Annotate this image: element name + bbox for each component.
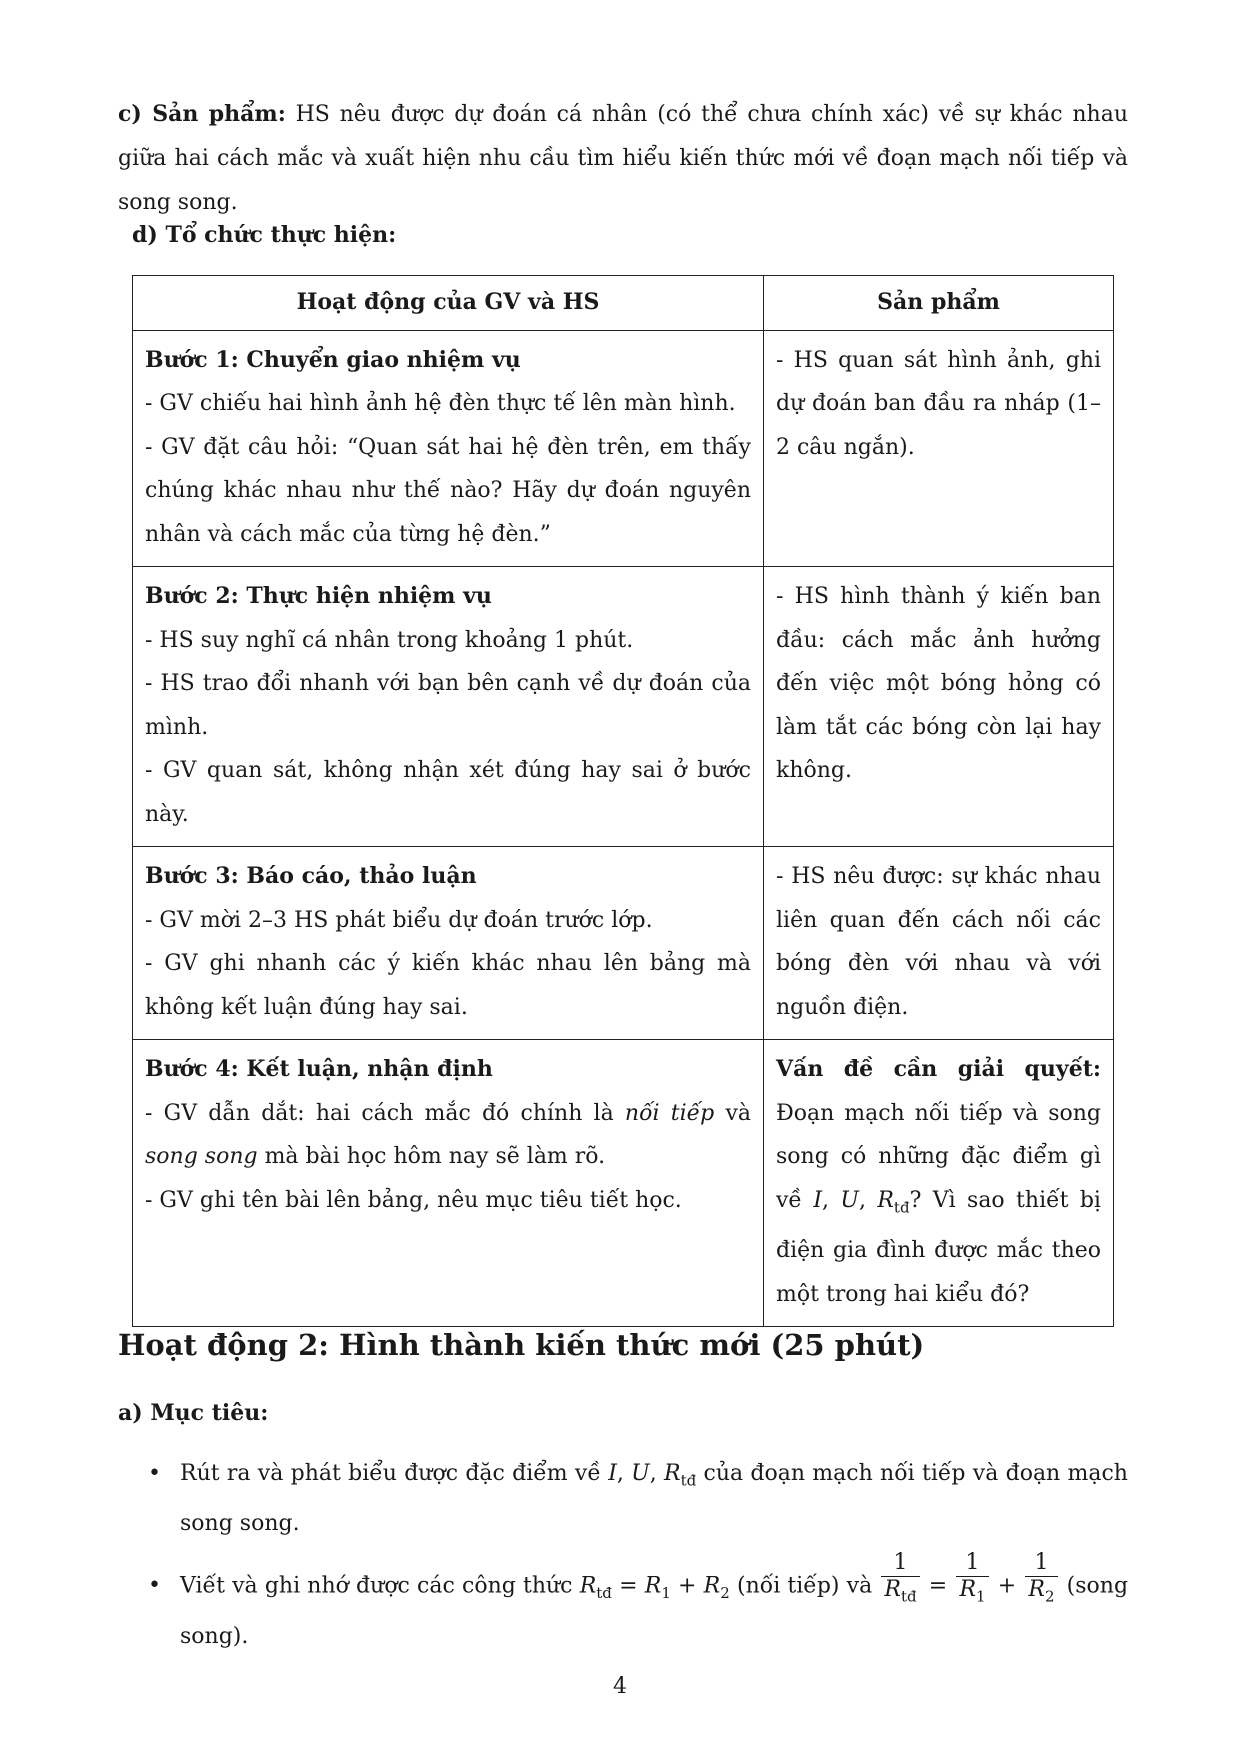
fraction-numerator: 1 — [956, 1550, 988, 1577]
activity-cell — [133, 847, 764, 1040]
fraction-numerator: 1 — [1025, 1550, 1057, 1577]
text-run: (nối tiếp) và — [729, 1574, 880, 1600]
list-item — [118, 1452, 1128, 1546]
table-row — [133, 847, 1114, 1040]
symbol-R2: R — [1028, 1577, 1045, 1603]
fraction-denominator — [881, 1577, 919, 1609]
product-paragraph — [118, 92, 1128, 225]
symbol-R: R — [664, 1461, 681, 1486]
activity-line: - GV đặt câu hỏi: “Quan sát hai hệ đèn trên, em thấy chúng khác nhau như thế nào? Hãy dự đoán nguyên nhân và cách mắc của từng hệ đèn.” — [145, 434, 751, 547]
plus-sign: + — [990, 1574, 1024, 1600]
objective-heading: a) Mục tiêu: — [118, 1400, 269, 1426]
product-cell: - HS nêu được: sự khác nhau liên quan đến cách nối các bóng đèn với nhau và với nguồn điện. — [764, 847, 1114, 1040]
symbol-R2-subscript: 2 — [1044, 1587, 1055, 1606]
table-row — [133, 567, 1114, 847]
symbol-I: I — [813, 1187, 823, 1213]
fraction-numerator: 1 — [881, 1550, 919, 1577]
product-cell — [764, 1040, 1114, 1327]
text-run: , — [822, 1187, 841, 1213]
table-row — [133, 330, 1114, 567]
fraction-r2 — [1025, 1550, 1057, 1609]
equals-sign: = — [921, 1574, 955, 1600]
activity-cell — [133, 567, 764, 847]
symbol-R2-subscript: 2 — [720, 1584, 730, 1603]
activity-line: - HS suy nghĩ cá nhân trong khoảng 1 phút. — [145, 627, 634, 653]
product-label: c) Sản phẩm: — [118, 101, 286, 127]
text-run: - GV dẫn dắt: hai cách mắc đó chính là — [145, 1100, 625, 1126]
activity-cell — [133, 1040, 764, 1327]
symbol-U: U — [631, 1461, 650, 1486]
fraction-denominator — [956, 1577, 988, 1609]
text-run: , — [858, 1187, 878, 1213]
text-run: Đoạn mạch nối tiếp và song song có những đặc điểm gì về — [776, 1100, 1101, 1213]
activity-line: - GV ghi nhanh các ý kiến khác nhau lên bảng mà không kết luận đúng hay sai. — [145, 951, 751, 1020]
symbol-R1: R — [644, 1574, 662, 1600]
product-cell: - HS hình thành ý kiến ban đầu: cách mắc ảnh hưởng đến việc một bóng hỏng có làm tắt các bóng còn lại hay không. — [764, 567, 1114, 847]
activity-line: - GV mời 2–3 HS phát biểu dự đoán trước lớp. — [145, 907, 653, 933]
activity-line — [145, 1092, 751, 1179]
symbol-R: R — [884, 1577, 901, 1603]
text-run: , — [649, 1461, 664, 1486]
problem-label: Vấn đề cần giải quyết: — [776, 1056, 1101, 1082]
symbol-R: R — [877, 1187, 894, 1213]
activity-line: - GV ghi tên bài lên bảng, nêu mục tiêu tiết học. — [145, 1187, 682, 1213]
objective-list — [118, 1452, 1128, 1677]
symbol-R: R — [579, 1574, 597, 1600]
organization-heading: d) Tổ chức thực hiện: — [132, 222, 397, 248]
text-run: mà bài học hôm nay sẽ làm rõ. — [257, 1144, 606, 1169]
activity-2-heading: Hoạt động 2: Hình thành kiến thức mới (25 phút) — [118, 1328, 925, 1362]
fraction-total — [881, 1550, 919, 1609]
symbol-R1-subscript: 1 — [976, 1587, 986, 1606]
text-run: , — [616, 1461, 632, 1486]
text-run: Rút ra và phát biểu được đặc điểm về — [180, 1461, 609, 1486]
fraction-r1 — [956, 1550, 988, 1609]
text-run: (song song). — [180, 1574, 1129, 1650]
step-title: Bước 3: Báo cáo, thảo luận — [145, 863, 477, 889]
table-header-row — [133, 276, 1114, 331]
symbol-R-subscript: tđ — [680, 1471, 697, 1490]
activity-line: - GV quan sát, không nhận xét đúng hay sai ở bước này. — [145, 758, 751, 827]
text-run: của đoạn mạch nối tiếp và đoạn mạch song song. — [180, 1461, 1128, 1537]
step-title: Bước 2: Thực hiện nhiệm vụ — [145, 583, 492, 609]
text-run: và — [714, 1100, 752, 1126]
activity-table — [132, 275, 1114, 1327]
list-item — [118, 1550, 1129, 1659]
table-header-activity: Hoạt động của GV và HS — [133, 276, 764, 331]
symbol-R-subscript: tđ — [596, 1584, 612, 1603]
activity-cell — [133, 330, 764, 567]
symbol-I: I — [608, 1461, 617, 1486]
symbol-R1: R — [959, 1577, 977, 1603]
emphasis-parallel: song song — [145, 1144, 258, 1169]
text-run: Viết và ghi nhớ được các công thức — [180, 1574, 580, 1600]
step-title: Bước 1: Chuyển giao nhiệm vụ — [145, 346, 521, 373]
symbol-R-subscript: tđ — [900, 1587, 917, 1606]
symbol-U: U — [840, 1187, 859, 1213]
table-row — [133, 1040, 1114, 1327]
activity-line: - HS trao đổi nhanh với bạn bên cạnh về dự đoán của mình. — [145, 671, 751, 740]
activity-line: - GV chiếu hai hình ảnh hệ đèn thực tế lên màn hình. — [145, 391, 736, 416]
page-number: 4 — [613, 1674, 627, 1699]
product-cell: - HS quan sát hình ảnh, ghi dự đoán ban đầu ra nháp (1–2 câu ngắn). — [764, 330, 1114, 567]
symbol-R-subscript: tđ — [893, 1197, 910, 1216]
bullet-icon: • — [148, 1573, 161, 1599]
equals-sign: = — [611, 1574, 645, 1600]
product-text: HS nêu được dự đoán cá nhân (có thể chưa chính xác) về sự khác nhau giữa hai cách mắc và xuất hiện nhu cầu tìm hiểu kiến thức mới về đoạn mạch nối tiếp và song song. — [118, 102, 1129, 215]
plus-sign: + — [670, 1574, 704, 1600]
emphasis-series: nối tiếp — [624, 1100, 715, 1126]
text-run: ? Vì sao thiết bị điện gia đình được mắc theo một trong hai kiểu đó? — [776, 1187, 1101, 1307]
symbol-R2: R — [703, 1574, 721, 1600]
step-title: Bước 4: Kết luận, nhận định — [145, 1056, 493, 1082]
table-header-product: Sản phẩm — [764, 276, 1114, 331]
bullet-icon: • — [148, 1461, 161, 1486]
fraction-denominator — [1025, 1577, 1057, 1609]
symbol-R1-subscript: 1 — [661, 1584, 671, 1603]
